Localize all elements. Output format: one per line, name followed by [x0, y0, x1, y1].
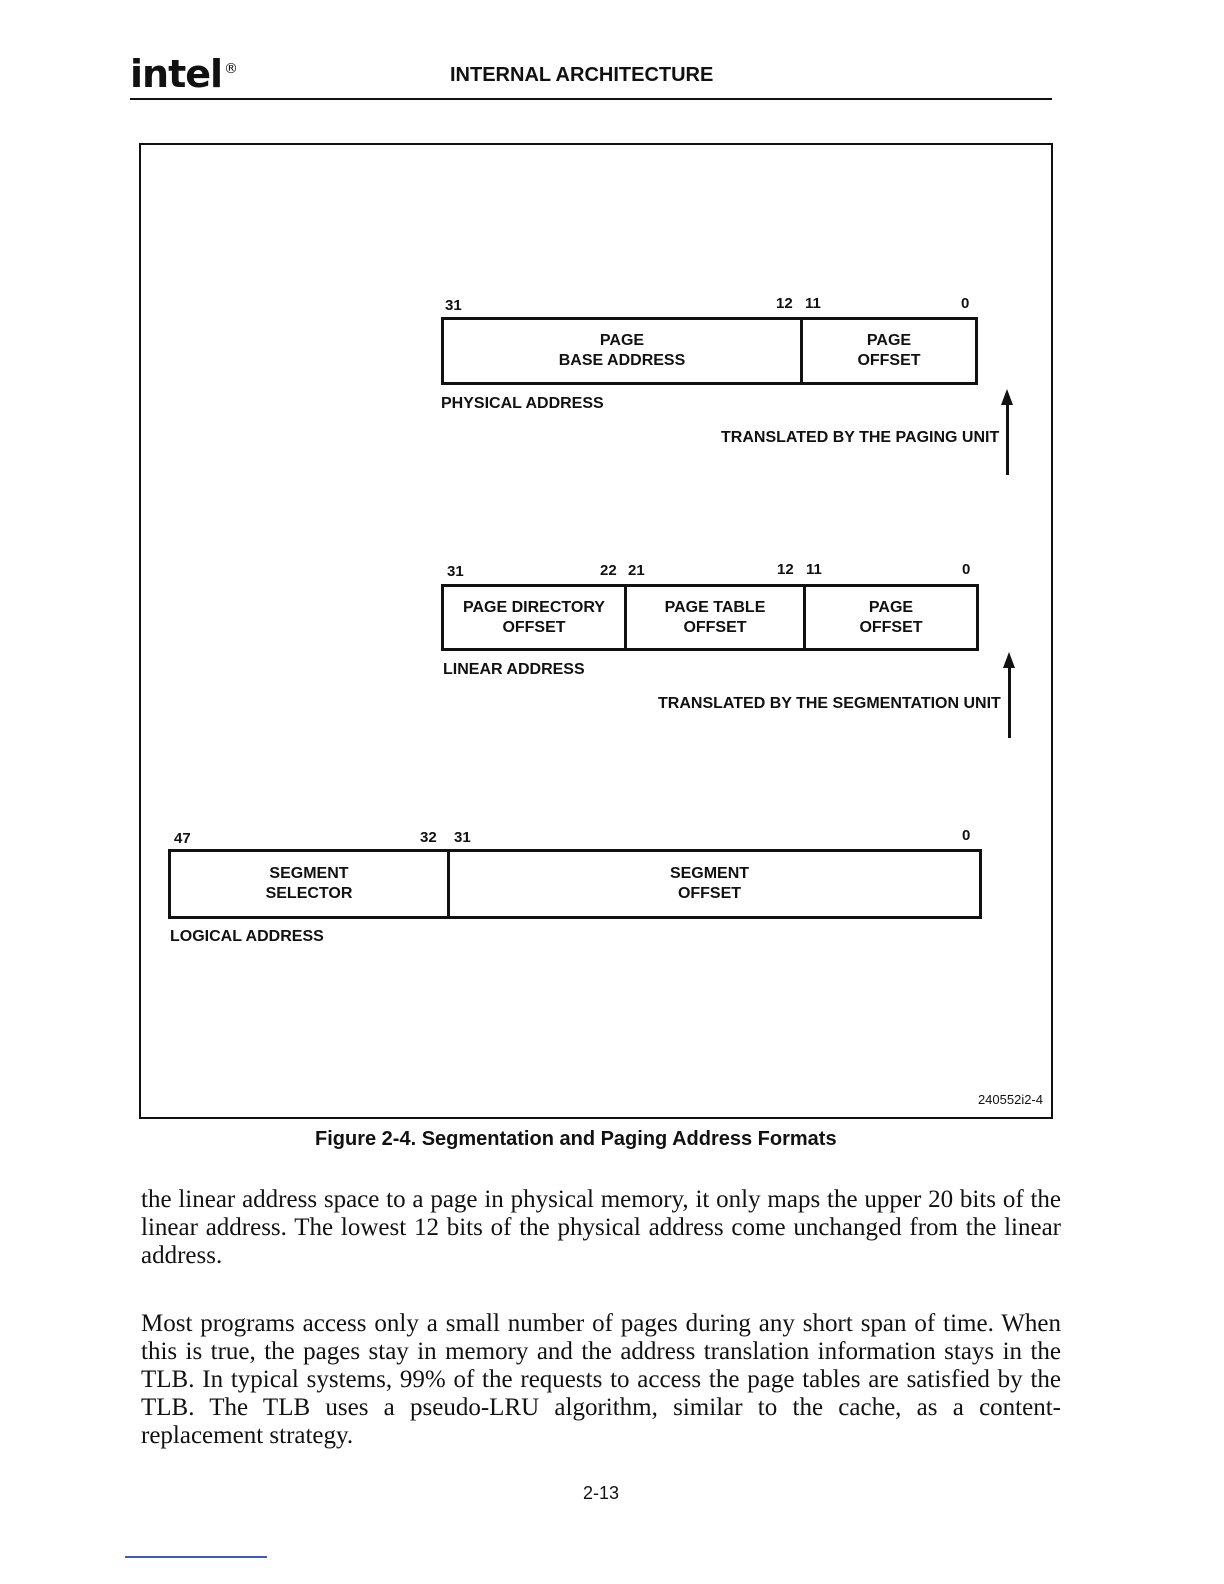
- logical-bit-31: 31: [454, 829, 471, 846]
- logical-address-register: [168, 849, 982, 919]
- physical-bit-12: 12: [776, 295, 793, 312]
- linear-address-register: [441, 584, 979, 651]
- physical-bit-31: 31: [445, 297, 462, 314]
- figure-id: 240552i2-4: [977, 1092, 1043, 1107]
- body-paragraph-1: the linear address space to a page in physical memory, it only maps the upper 20 bits of the linear address. The lowest 12 bits of the physical address come unchanged from the linear address.: [141, 1186, 1061, 1269]
- paging-unit-note: TRANSLATED BY THE PAGING UNIT: [721, 429, 1000, 446]
- section-title: INTERNAL ARCHITECTURE: [450, 64, 714, 86]
- header-rule: [130, 98, 1052, 100]
- segment-selector-field: SEGMENT SELECTOR: [265, 865, 353, 902]
- body-paragraph-2: Most programs access only a small number of pages during any short span of time. When this is true, the pages stay in memory and the address translation information stays in the TLB. In typical systems, 99% of the requests to access the page tables are satisfied by the TLB. The TLB uses a pseudo-LRU algorithm, similar to the cache, as a content-replacement strategy.: [141, 1310, 1061, 1449]
- physical-address-label: PHYSICAL ADDRESS: [441, 395, 604, 412]
- intel-logo: intel ®: [130, 52, 238, 96]
- linear-bit-22: 22: [600, 562, 617, 579]
- linear-bit-12: 12: [777, 561, 794, 578]
- linear-bit-21: 21: [628, 562, 645, 579]
- page-base-address-field: PAGE BASE ADDRESS: [558, 332, 686, 369]
- segmentation-unit-note: TRANSLATED BY THE SEGMENTATION UNIT: [658, 695, 1001, 712]
- linear-bit-31: 31: [447, 563, 464, 580]
- paging-arrow-line: [1006, 403, 1009, 475]
- page-offset-field: PAGE OFFSET: [800, 320, 975, 382]
- linear-bit-11: 11: [806, 561, 822, 578]
- segmentation-arrow-line: [1008, 666, 1011, 738]
- segment-offset-field: SEGMENT OFFSET: [447, 852, 979, 916]
- linear-address-label: LINEAR ADDRESS: [443, 661, 585, 678]
- physical-bit-0: 0: [961, 295, 970, 312]
- linear-bit-0: 0: [962, 561, 971, 578]
- page-offset-field: PAGE OFFSET: [803, 587, 976, 648]
- logical-bit-32: 32: [420, 829, 437, 846]
- page-table-offset-field: PAGE TABLE OFFSET: [624, 587, 803, 648]
- logical-address-label: LOGICAL ADDRESS: [170, 928, 324, 945]
- page-directory-offset-field: PAGE DIRECTORY OFFSET: [463, 598, 605, 636]
- physical-address-register: [441, 317, 978, 385]
- page-number: 2-13: [583, 1483, 620, 1503]
- figure-caption: Figure 2-4. Segmentation and Paging Address Formats: [315, 1128, 837, 1150]
- logical-bit-47: 47: [174, 830, 191, 847]
- physical-bit-11: 11: [805, 295, 821, 312]
- footer-rule: [125, 1556, 267, 1558]
- logical-bit-0: 0: [962, 827, 971, 844]
